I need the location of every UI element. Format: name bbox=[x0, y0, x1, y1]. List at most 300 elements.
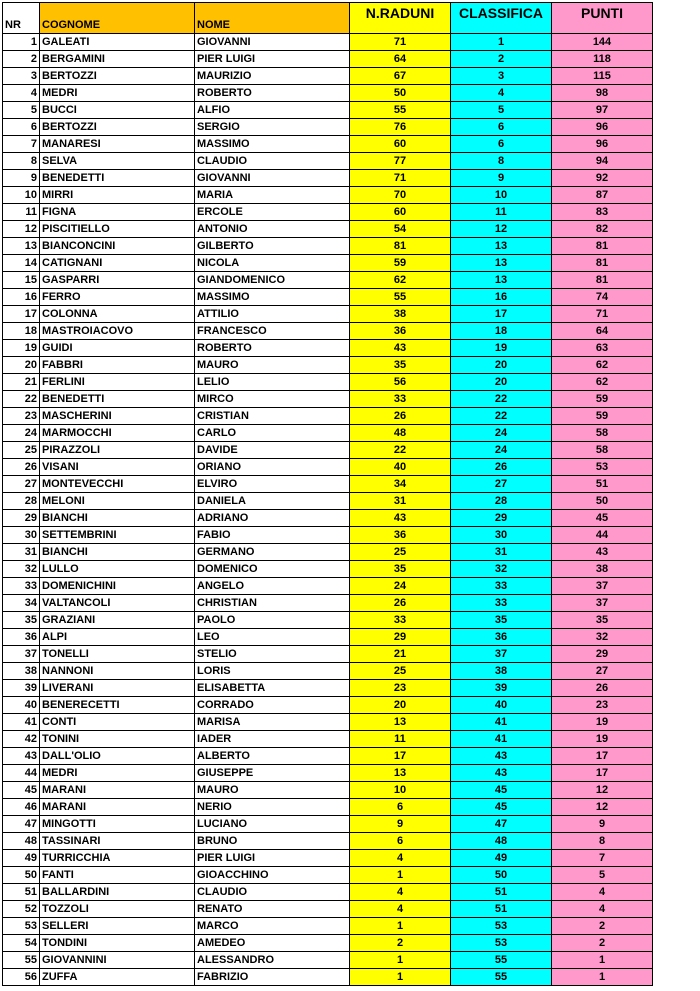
table-row bbox=[3, 374, 653, 391]
cell-classifica: 41 bbox=[451, 731, 552, 748]
cell-cognome: FANTI bbox=[40, 867, 195, 884]
cell-raduni: 76 bbox=[350, 119, 451, 136]
cell-cognome: GRAZIANI bbox=[40, 612, 195, 629]
cell-nr: 23 bbox=[3, 408, 40, 425]
cell-classifica: 40 bbox=[451, 697, 552, 714]
table-row bbox=[3, 204, 653, 221]
cell-raduni: 62 bbox=[350, 272, 451, 289]
cell-raduni: 20 bbox=[350, 697, 451, 714]
cell-nr: 27 bbox=[3, 476, 40, 493]
cell-nome: GIOACCHINO bbox=[195, 867, 350, 884]
cell-cognome: SETTEMBRINI bbox=[40, 527, 195, 544]
cell-classifica: 43 bbox=[451, 765, 552, 782]
cell-punti: 74 bbox=[552, 289, 653, 306]
cell-nr: 6 bbox=[3, 119, 40, 136]
cell-cognome: BENEDETTI bbox=[40, 170, 195, 187]
table-row bbox=[3, 833, 653, 850]
cell-raduni: 36 bbox=[350, 527, 451, 544]
cell-nr: 25 bbox=[3, 442, 40, 459]
cell-punti: 37 bbox=[552, 595, 653, 612]
cell-nome: MARISA bbox=[195, 714, 350, 731]
cell-nr: 32 bbox=[3, 561, 40, 578]
cell-raduni: 35 bbox=[350, 357, 451, 374]
cell-cognome: MARANI bbox=[40, 799, 195, 816]
cell-nome: FRANCESCO bbox=[195, 323, 350, 340]
cell-nome: ANGELO bbox=[195, 578, 350, 595]
table-row bbox=[3, 918, 653, 935]
cell-nr: 24 bbox=[3, 425, 40, 442]
cell-punti: 118 bbox=[552, 51, 653, 68]
cell-nome: ADRIANO bbox=[195, 510, 350, 527]
cell-nome: NERIO bbox=[195, 799, 350, 816]
cell-nr: 40 bbox=[3, 697, 40, 714]
cell-classifica: 36 bbox=[451, 629, 552, 646]
table-row bbox=[3, 255, 653, 272]
cell-raduni: 43 bbox=[350, 340, 451, 357]
cell-punti: 9 bbox=[552, 816, 653, 833]
cell-punti: 83 bbox=[552, 204, 653, 221]
table-row bbox=[3, 102, 653, 119]
cell-classifica: 17 bbox=[451, 306, 552, 323]
cell-raduni: 25 bbox=[350, 663, 451, 680]
table-row bbox=[3, 527, 653, 544]
table-row bbox=[3, 238, 653, 255]
header-punti: PUNTI bbox=[552, 3, 653, 34]
cell-classifica: 50 bbox=[451, 867, 552, 884]
cell-cognome: PISCITIELLO bbox=[40, 221, 195, 238]
cell-nr: 51 bbox=[3, 884, 40, 901]
cell-cognome: VALTANCOLI bbox=[40, 595, 195, 612]
cell-cognome: GALEATI bbox=[40, 34, 195, 51]
table-row bbox=[3, 442, 653, 459]
cell-punti: 51 bbox=[552, 476, 653, 493]
cell-cognome: BERGAMINI bbox=[40, 51, 195, 68]
table-row bbox=[3, 867, 653, 884]
table-row bbox=[3, 612, 653, 629]
header-raduni: N.RADUNI bbox=[350, 3, 451, 34]
cell-nr: 2 bbox=[3, 51, 40, 68]
cell-raduni: 43 bbox=[350, 510, 451, 527]
cell-classifica: 22 bbox=[451, 408, 552, 425]
table-row bbox=[3, 935, 653, 952]
cell-nome: GIOVANNI bbox=[195, 34, 350, 51]
cell-cognome: TONINI bbox=[40, 731, 195, 748]
cell-cognome: NANNONI bbox=[40, 663, 195, 680]
cell-classifica: 41 bbox=[451, 714, 552, 731]
table-row bbox=[3, 476, 653, 493]
cell-nr: 8 bbox=[3, 153, 40, 170]
table-row bbox=[3, 408, 653, 425]
cell-nr: 46 bbox=[3, 799, 40, 816]
cell-cognome: BENEDETTI bbox=[40, 391, 195, 408]
cell-cognome: MELONI bbox=[40, 493, 195, 510]
cell-cognome: DOMENICHINI bbox=[40, 578, 195, 595]
cell-punti: 44 bbox=[552, 527, 653, 544]
table-row bbox=[3, 646, 653, 663]
cell-cognome: MASTROIACOVO bbox=[40, 323, 195, 340]
cell-raduni: 34 bbox=[350, 476, 451, 493]
cell-raduni: 9 bbox=[350, 816, 451, 833]
cell-nr: 47 bbox=[3, 816, 40, 833]
table-row bbox=[3, 731, 653, 748]
ranking-table bbox=[2, 2, 653, 986]
table-row bbox=[3, 306, 653, 323]
cell-cognome: GUIDI bbox=[40, 340, 195, 357]
table-row bbox=[3, 680, 653, 697]
cell-nr: 49 bbox=[3, 850, 40, 867]
cell-nome: GIANDOMENICO bbox=[195, 272, 350, 289]
cell-cognome: COLONNA bbox=[40, 306, 195, 323]
cell-classifica: 24 bbox=[451, 425, 552, 442]
cell-classifica: 39 bbox=[451, 680, 552, 697]
table-row bbox=[3, 578, 653, 595]
table-row bbox=[3, 136, 653, 153]
cell-classifica: 32 bbox=[451, 561, 552, 578]
cell-nome: MASSIMO bbox=[195, 289, 350, 306]
cell-cognome: MEDRI bbox=[40, 85, 195, 102]
cell-nome: ELVIRO bbox=[195, 476, 350, 493]
cell-cognome: MEDRI bbox=[40, 765, 195, 782]
cell-punti: 7 bbox=[552, 850, 653, 867]
cell-cognome: MARANI bbox=[40, 782, 195, 799]
cell-punti: 144 bbox=[552, 34, 653, 51]
cell-nr: 12 bbox=[3, 221, 40, 238]
cell-punti: 5 bbox=[552, 867, 653, 884]
table-row bbox=[3, 340, 653, 357]
cell-punti: 53 bbox=[552, 459, 653, 476]
cell-classifica: 48 bbox=[451, 833, 552, 850]
cell-classifica: 31 bbox=[451, 544, 552, 561]
cell-classifica: 24 bbox=[451, 442, 552, 459]
cell-cognome: BERTOZZI bbox=[40, 119, 195, 136]
cell-nr: 33 bbox=[3, 578, 40, 595]
cell-classifica: 55 bbox=[451, 969, 552, 986]
cell-cognome: BIANCHI bbox=[40, 544, 195, 561]
cell-raduni: 23 bbox=[350, 680, 451, 697]
cell-nr: 3 bbox=[3, 68, 40, 85]
cell-classifica: 6 bbox=[451, 136, 552, 153]
cell-cognome: MINGOTTI bbox=[40, 816, 195, 833]
cell-cognome: GASPARRI bbox=[40, 272, 195, 289]
cell-classifica: 45 bbox=[451, 799, 552, 816]
header-cognome: COGNOME bbox=[40, 3, 195, 34]
cell-nome: ORIANO bbox=[195, 459, 350, 476]
cell-classifica: 33 bbox=[451, 578, 552, 595]
cell-nome: DOMENICO bbox=[195, 561, 350, 578]
cell-raduni: 26 bbox=[350, 408, 451, 425]
cell-punti: 81 bbox=[552, 238, 653, 255]
cell-punti: 62 bbox=[552, 357, 653, 374]
cell-raduni: 59 bbox=[350, 255, 451, 272]
cell-cognome: ALPI bbox=[40, 629, 195, 646]
table-row bbox=[3, 68, 653, 85]
cell-classifica: 47 bbox=[451, 816, 552, 833]
table-row bbox=[3, 561, 653, 578]
cell-punti: 59 bbox=[552, 391, 653, 408]
table-row bbox=[3, 493, 653, 510]
cell-raduni: 24 bbox=[350, 578, 451, 595]
cell-punti: 96 bbox=[552, 136, 653, 153]
cell-raduni: 33 bbox=[350, 391, 451, 408]
cell-cognome: BUCCI bbox=[40, 102, 195, 119]
cell-punti: 12 bbox=[552, 782, 653, 799]
table-row bbox=[3, 323, 653, 340]
cell-classifica: 19 bbox=[451, 340, 552, 357]
cell-nome: PIER LUIGI bbox=[195, 850, 350, 867]
table-row bbox=[3, 357, 653, 374]
table-row bbox=[3, 85, 653, 102]
cell-nome: MAURO bbox=[195, 357, 350, 374]
cell-nome: ATTILIO bbox=[195, 306, 350, 323]
cell-raduni: 64 bbox=[350, 51, 451, 68]
header-nome: NOME bbox=[195, 3, 350, 34]
table-row bbox=[3, 119, 653, 136]
cell-nome: ELISABETTA bbox=[195, 680, 350, 697]
table-row bbox=[3, 799, 653, 816]
cell-raduni: 38 bbox=[350, 306, 451, 323]
cell-nome: ANTONIO bbox=[195, 221, 350, 238]
cell-raduni: 10 bbox=[350, 782, 451, 799]
cell-classifica: 16 bbox=[451, 289, 552, 306]
cell-nome: IADER bbox=[195, 731, 350, 748]
cell-classifica: 22 bbox=[451, 391, 552, 408]
cell-classifica: 13 bbox=[451, 272, 552, 289]
cell-classifica: 29 bbox=[451, 510, 552, 527]
cell-nome: CHRISTIAN bbox=[195, 595, 350, 612]
cell-punti: 58 bbox=[552, 425, 653, 442]
cell-nr: 14 bbox=[3, 255, 40, 272]
cell-nr: 17 bbox=[3, 306, 40, 323]
cell-nr: 36 bbox=[3, 629, 40, 646]
cell-nome: CORRADO bbox=[195, 697, 350, 714]
cell-punti: 38 bbox=[552, 561, 653, 578]
cell-punti: 4 bbox=[552, 901, 653, 918]
cell-punti: 81 bbox=[552, 255, 653, 272]
cell-nome: GERMANO bbox=[195, 544, 350, 561]
table-row bbox=[3, 697, 653, 714]
cell-nr: 35 bbox=[3, 612, 40, 629]
cell-raduni: 17 bbox=[350, 748, 451, 765]
cell-nome: ERCOLE bbox=[195, 204, 350, 221]
table-row bbox=[3, 629, 653, 646]
cell-raduni: 33 bbox=[350, 612, 451, 629]
cell-cognome: MASCHERINI bbox=[40, 408, 195, 425]
cell-raduni: 6 bbox=[350, 799, 451, 816]
cell-punti: 2 bbox=[552, 918, 653, 935]
cell-raduni: 67 bbox=[350, 68, 451, 85]
cell-punti: 58 bbox=[552, 442, 653, 459]
table-row bbox=[3, 952, 653, 969]
cell-nome: CLAUDIO bbox=[195, 884, 350, 901]
cell-nome: LUCIANO bbox=[195, 816, 350, 833]
cell-cognome: LULLO bbox=[40, 561, 195, 578]
cell-nr: 13 bbox=[3, 238, 40, 255]
cell-classifica: 6 bbox=[451, 119, 552, 136]
cell-nome: LELIO bbox=[195, 374, 350, 391]
cell-classifica: 53 bbox=[451, 918, 552, 935]
cell-cognome: TONDINI bbox=[40, 935, 195, 952]
cell-punti: 19 bbox=[552, 731, 653, 748]
table-row bbox=[3, 170, 653, 187]
cell-cognome: BALLARDINI bbox=[40, 884, 195, 901]
cell-nome: GIUSEPPE bbox=[195, 765, 350, 782]
cell-punti: 63 bbox=[552, 340, 653, 357]
table-row bbox=[3, 663, 653, 680]
cell-nome: GILBERTO bbox=[195, 238, 350, 255]
cell-raduni: 55 bbox=[350, 102, 451, 119]
cell-classifica: 9 bbox=[451, 170, 552, 187]
cell-raduni: 6 bbox=[350, 833, 451, 850]
cell-nome: ALESSANDRO bbox=[195, 952, 350, 969]
cell-cognome: CONTI bbox=[40, 714, 195, 731]
cell-raduni: 40 bbox=[350, 459, 451, 476]
table-row bbox=[3, 969, 653, 986]
table-row bbox=[3, 782, 653, 799]
cell-nr: 16 bbox=[3, 289, 40, 306]
table-row bbox=[3, 51, 653, 68]
cell-cognome: FIGNA bbox=[40, 204, 195, 221]
cell-nome: MASSIMO bbox=[195, 136, 350, 153]
table-row bbox=[3, 34, 653, 51]
cell-nome: RENATO bbox=[195, 901, 350, 918]
cell-cognome: MANARESI bbox=[40, 136, 195, 153]
cell-nr: 43 bbox=[3, 748, 40, 765]
header-nr: NR bbox=[3, 3, 40, 34]
cell-raduni: 71 bbox=[350, 34, 451, 51]
cell-nome: MARCO bbox=[195, 918, 350, 935]
cell-raduni: 71 bbox=[350, 170, 451, 187]
cell-nr: 18 bbox=[3, 323, 40, 340]
cell-raduni: 31 bbox=[350, 493, 451, 510]
cell-raduni: 11 bbox=[350, 731, 451, 748]
cell-raduni: 1 bbox=[350, 867, 451, 884]
cell-raduni: 22 bbox=[350, 442, 451, 459]
cell-classifica: 2 bbox=[451, 51, 552, 68]
cell-nr: 26 bbox=[3, 459, 40, 476]
cell-cognome: BIANCHI bbox=[40, 510, 195, 527]
cell-nr: 56 bbox=[3, 969, 40, 986]
cell-cognome: TOZZOLI bbox=[40, 901, 195, 918]
cell-cognome: GIOVANNINI bbox=[40, 952, 195, 969]
cell-raduni: 1 bbox=[350, 918, 451, 935]
cell-cognome: CATIGNANI bbox=[40, 255, 195, 272]
cell-cognome: BIANCONCINI bbox=[40, 238, 195, 255]
table-row bbox=[3, 425, 653, 442]
cell-nr: 22 bbox=[3, 391, 40, 408]
table-row bbox=[3, 153, 653, 170]
table-row bbox=[3, 510, 653, 527]
cell-nome: LORIS bbox=[195, 663, 350, 680]
cell-raduni: 54 bbox=[350, 221, 451, 238]
cell-punti: 97 bbox=[552, 102, 653, 119]
cell-raduni: 60 bbox=[350, 136, 451, 153]
cell-nr: 7 bbox=[3, 136, 40, 153]
cell-nr: 41 bbox=[3, 714, 40, 731]
cell-classifica: 51 bbox=[451, 901, 552, 918]
cell-nr: 21 bbox=[3, 374, 40, 391]
cell-punti: 23 bbox=[552, 697, 653, 714]
cell-classifica: 1 bbox=[451, 34, 552, 51]
table-row bbox=[3, 884, 653, 901]
cell-punti: 43 bbox=[552, 544, 653, 561]
cell-classifica: 27 bbox=[451, 476, 552, 493]
cell-cognome: BERTOZZI bbox=[40, 68, 195, 85]
cell-raduni: 2 bbox=[350, 935, 451, 952]
cell-classifica: 43 bbox=[451, 748, 552, 765]
cell-punti: 92 bbox=[552, 170, 653, 187]
cell-raduni: 4 bbox=[350, 901, 451, 918]
header-classifica: CLASSIFICA bbox=[451, 3, 552, 34]
table-row bbox=[3, 850, 653, 867]
table-row bbox=[3, 289, 653, 306]
cell-nr: 37 bbox=[3, 646, 40, 663]
cell-punti: 12 bbox=[552, 799, 653, 816]
cell-raduni: 48 bbox=[350, 425, 451, 442]
cell-classifica: 12 bbox=[451, 221, 552, 238]
cell-raduni: 50 bbox=[350, 85, 451, 102]
cell-nome: MIRCO bbox=[195, 391, 350, 408]
cell-cognome: FABBRI bbox=[40, 357, 195, 374]
cell-nr: 48 bbox=[3, 833, 40, 850]
cell-classifica: 4 bbox=[451, 85, 552, 102]
cell-raduni: 1 bbox=[350, 952, 451, 969]
cell-classifica: 49 bbox=[451, 850, 552, 867]
cell-nr: 54 bbox=[3, 935, 40, 952]
cell-nome: ROBERTO bbox=[195, 340, 350, 357]
cell-nome: AMEDEO bbox=[195, 935, 350, 952]
cell-nome: MAURIZIO bbox=[195, 68, 350, 85]
cell-nr: 42 bbox=[3, 731, 40, 748]
cell-nr: 15 bbox=[3, 272, 40, 289]
cell-punti: 98 bbox=[552, 85, 653, 102]
cell-punti: 96 bbox=[552, 119, 653, 136]
cell-punti: 26 bbox=[552, 680, 653, 697]
cell-punti: 37 bbox=[552, 578, 653, 595]
cell-raduni: 26 bbox=[350, 595, 451, 612]
cell-punti: 45 bbox=[552, 510, 653, 527]
cell-classifica: 53 bbox=[451, 935, 552, 952]
cell-classifica: 3 bbox=[451, 68, 552, 85]
cell-punti: 4 bbox=[552, 884, 653, 901]
cell-cognome: SELVA bbox=[40, 153, 195, 170]
cell-nr: 39 bbox=[3, 680, 40, 697]
cell-nr: 11 bbox=[3, 204, 40, 221]
cell-nr: 10 bbox=[3, 187, 40, 204]
cell-cognome: LIVERANI bbox=[40, 680, 195, 697]
cell-nr: 38 bbox=[3, 663, 40, 680]
cell-punti: 17 bbox=[552, 748, 653, 765]
cell-nr: 5 bbox=[3, 102, 40, 119]
cell-nome: MAURO bbox=[195, 782, 350, 799]
table-row bbox=[3, 459, 653, 476]
cell-classifica: 30 bbox=[451, 527, 552, 544]
cell-classifica: 20 bbox=[451, 357, 552, 374]
cell-cognome: ZUFFA bbox=[40, 969, 195, 986]
cell-cognome: SELLERI bbox=[40, 918, 195, 935]
cell-classifica: 26 bbox=[451, 459, 552, 476]
cell-punti: 81 bbox=[552, 272, 653, 289]
cell-raduni: 29 bbox=[350, 629, 451, 646]
cell-nr: 9 bbox=[3, 170, 40, 187]
cell-punti: 32 bbox=[552, 629, 653, 646]
cell-nr: 52 bbox=[3, 901, 40, 918]
cell-classifica: 28 bbox=[451, 493, 552, 510]
cell-cognome: DALL'OLIO bbox=[40, 748, 195, 765]
cell-nr: 53 bbox=[3, 918, 40, 935]
cell-punti: 62 bbox=[552, 374, 653, 391]
cell-raduni: 55 bbox=[350, 289, 451, 306]
cell-nr: 20 bbox=[3, 357, 40, 374]
